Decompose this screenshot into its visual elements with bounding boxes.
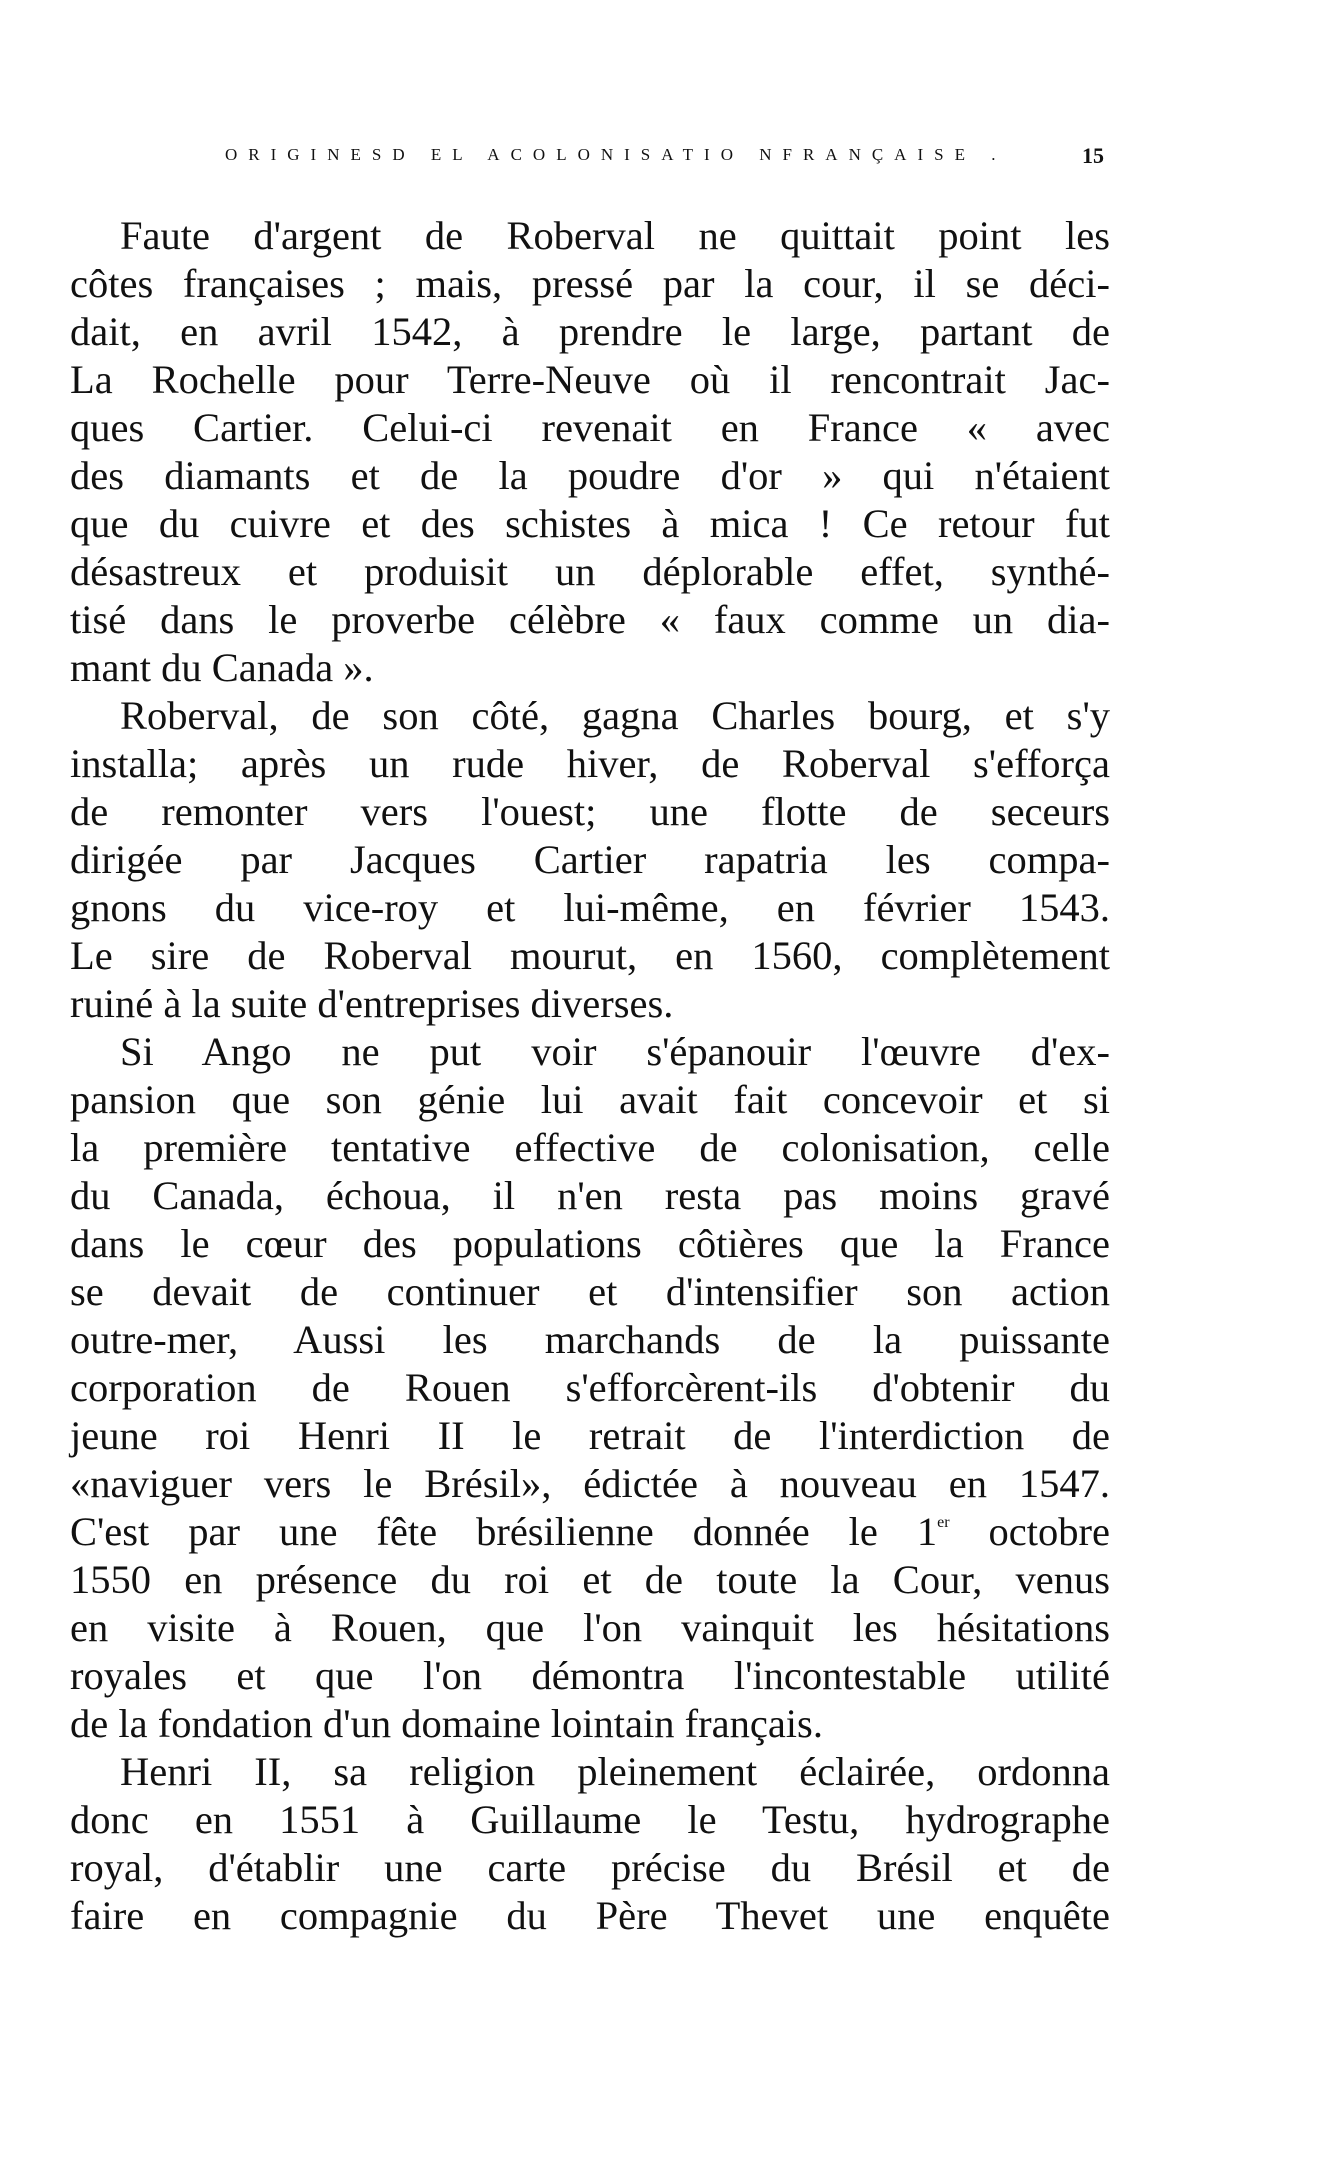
ordinal-superscript: er (937, 1514, 950, 1531)
text-line: des diamants et de la poudre d'or » qui n'étaient (70, 453, 1110, 498)
text-line: désastreux et produisit un déplorable effet, synthé- (70, 549, 1110, 594)
text-line: royales et que l'on démontra l'incontestable utilité (70, 1653, 1110, 1698)
text-line: se devait de continuer et d'intensifier son action (70, 1269, 1110, 1314)
text-line: Faute d'argent de Roberval ne quittait point les (120, 213, 1110, 258)
text-line: 1550 en présence du roi et de toute la Cour, venus (70, 1557, 1110, 1602)
text-line: faire en compagnie du Père Thevet une enquête (70, 1893, 1110, 1938)
text-line: ques Cartier. Celui-ci revenait en France « avec (70, 405, 1110, 450)
text-line: de remonter vers l'ouest; une flotte de seceurs (70, 789, 1110, 834)
text-line: dait, en avril 1542, à prendre le large, partant de (70, 309, 1110, 354)
text-line: Le sire de Roberval mourut, en 1560, complètement (70, 933, 1110, 978)
text-line: côtes françaises ; mais, pressé par la cour, il se déci- (70, 261, 1110, 306)
line-text-tail: octobre (949, 1509, 1110, 1554)
text-line: royal, d'établir une carte précise du Brésil et de (70, 1845, 1110, 1890)
text-line: corporation de Rouen s'efforcèrent-ils d'obtenir du (70, 1365, 1110, 1410)
text-line-with-superscript (70, 1508, 1110, 1556)
text-line: Henri II, sa religion pleinement éclairée, ordonna (120, 1749, 1110, 1794)
running-header: ORIGINESD EL ACOLONISATIO NFRANÇAISE . (225, 145, 1007, 164)
body-text (70, 212, 1110, 1940)
text-line: du Canada, échoua, il n'en resta pas moins gravé (70, 1173, 1110, 1218)
text-line: de la fondation d'un domaine lointain français. (70, 1701, 823, 1746)
text-line: ruiné à la suite d'entreprises diverses. (70, 981, 674, 1026)
text-line: jeune roi Henri II le retrait de l'interdiction de (70, 1413, 1110, 1458)
page-number: 15 (1082, 143, 1104, 168)
text-line: en visite à Rouen, que l'on vainquit les hésitations (70, 1605, 1110, 1650)
text-line: La Rochelle pour Terre-Neuve où il rencontrait Jac- (70, 357, 1110, 402)
text-line: outre-mer, Aussi les marchands de la puissante (70, 1317, 1110, 1362)
text-line: la première tentative effective de colonisation, celle (70, 1125, 1110, 1170)
line-text: C'est par une fête brésilienne donnée le 1 (70, 1509, 938, 1554)
text-line: pansion que son génie lui avait fait concevoir et si (70, 1077, 1110, 1122)
text-line: dirigée par Jacques Cartier rapatria les compa- (70, 837, 1110, 882)
text-line: «naviguer vers le Brésil», édictée à nouveau en 1547. (70, 1461, 1110, 1506)
text-line: gnons du vice-roy et lui-même, en février 1543. (70, 885, 1110, 930)
text-line: Si Ango ne put voir s'épanouir l'œuvre d'ex- (120, 1029, 1110, 1074)
text-line: dans le cœur des populations côtières que la France (70, 1221, 1110, 1266)
text-line: mant du Canada ». (70, 645, 374, 690)
text-line: que du cuivre et des schistes à mica ! Ce retour fut (70, 501, 1110, 546)
text-line: tisé dans le proverbe célèbre « faux comme un dia- (70, 597, 1110, 642)
text-line: Roberval, de son côté, gagna Charles bourg, et s'y (120, 693, 1110, 738)
text-line: installa; après un rude hiver, de Roberval s'efforça (70, 741, 1110, 786)
text-line: donc en 1551 à Guillaume le Testu, hydrographe (70, 1797, 1110, 1842)
